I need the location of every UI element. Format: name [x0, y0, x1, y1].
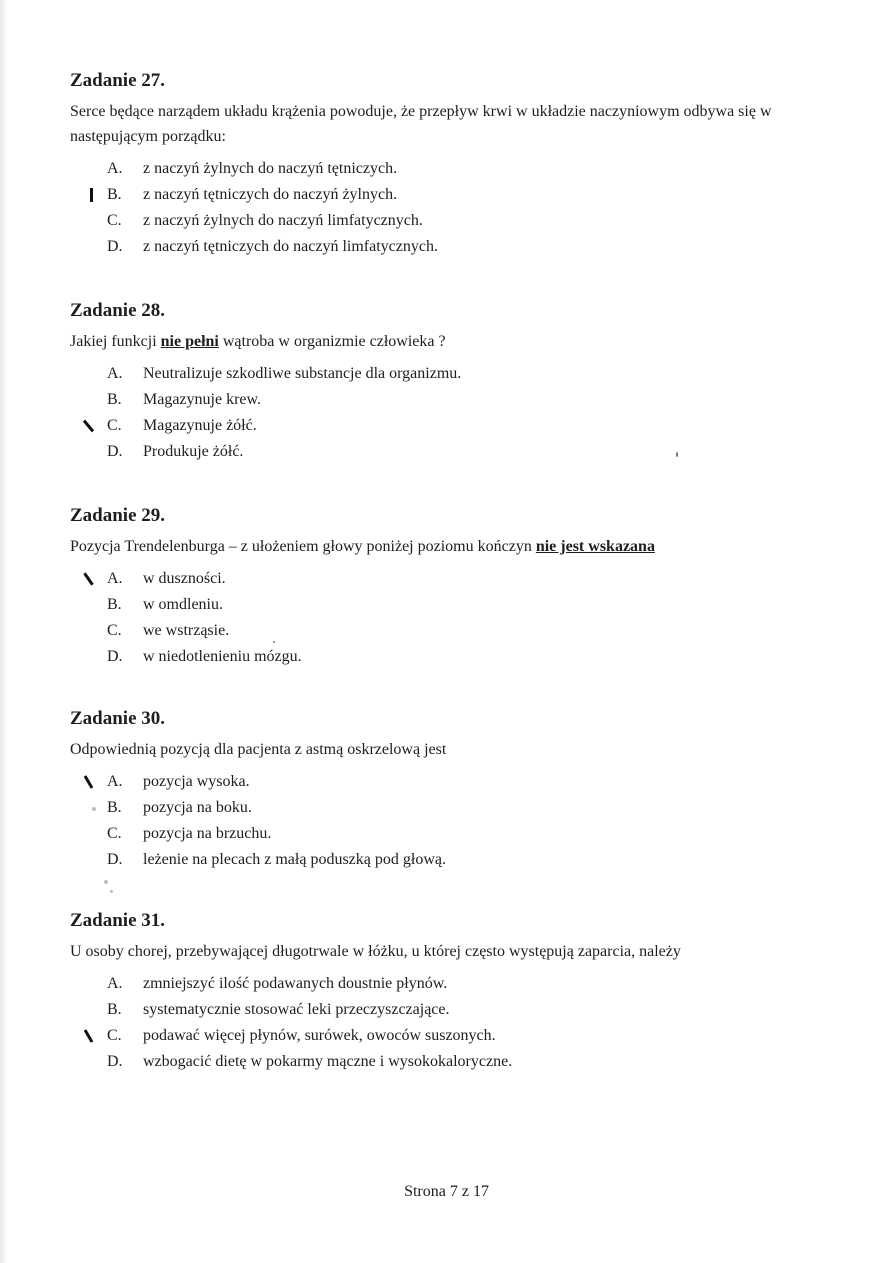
option-b	[70, 592, 840, 618]
option-text: w omdleniu.	[143, 596, 223, 613]
option-a	[70, 361, 840, 387]
option-d	[70, 644, 840, 670]
option-text: z naczyń żylnych do naczyń tętniczych.	[143, 160, 398, 177]
option-text: w niedotlenieniu mózgu.	[143, 648, 302, 665]
options-list	[70, 566, 840, 670]
option-text: Produkuje żółć.	[143, 443, 244, 460]
option-text: z naczyń tętniczych do naczyń żylnych.	[143, 186, 398, 203]
option-c	[70, 821, 840, 847]
option-c	[70, 1023, 840, 1049]
option-letter: C.	[107, 212, 122, 229]
option-text: zmniejszyć ilość podawanych doustnie płynów.	[143, 975, 448, 992]
question-text: Pozycja Trendelenburga – z ułożeniem głowy poniżej poziomu kończyn	[70, 538, 536, 555]
answer-mark-icon	[83, 572, 93, 585]
option-letter: C.	[107, 417, 122, 434]
option-letter: C.	[107, 1027, 122, 1044]
option-text: we wstrząsie.	[143, 622, 230, 639]
option-b	[70, 387, 840, 413]
scan-edge	[0, 0, 8, 1263]
answer-mark-icon	[84, 1029, 94, 1043]
option-text: z naczyń żylnych do naczyń limfatycznych.	[143, 212, 423, 229]
option-text: pozycja na brzuchu.	[143, 825, 272, 842]
options-list	[70, 156, 840, 260]
option-letter: D.	[107, 648, 123, 665]
option-a	[70, 566, 840, 592]
scan-speck	[92, 807, 96, 811]
option-b	[70, 795, 840, 821]
task-question: U osoby chorej, przebywającej długotrwale w łóżku, u której często występują zaparcia, należy	[70, 943, 681, 960]
option-b	[70, 997, 840, 1023]
option-letter: C.	[107, 825, 122, 842]
option-letter: B.	[107, 1001, 122, 1018]
task-27	[70, 70, 840, 260]
task-title: Zadanie 30.	[70, 708, 166, 729]
task-title: Zadanie 31.	[70, 910, 166, 931]
task-question: Serce będące narządem układu krążenia powoduje, że przepływ krwi w układzie naczyniowym odbywa się w następującym porządku:	[70, 103, 772, 145]
page-number: Strona 7 z 17	[404, 1183, 489, 1200]
option-a	[70, 971, 840, 997]
option-c	[70, 208, 840, 234]
option-letter: A.	[107, 773, 123, 790]
question-emphasis: nie pełni	[160, 333, 219, 350]
task-29	[70, 505, 840, 670]
option-letter: A.	[107, 160, 123, 177]
task-30	[70, 708, 840, 873]
task-question	[70, 534, 835, 559]
answer-mark-icon	[84, 775, 94, 789]
option-letter: B.	[107, 391, 122, 408]
option-c	[70, 413, 840, 439]
option-d	[70, 439, 840, 465]
task-title: Zadanie 29.	[70, 505, 166, 526]
option-letter: B.	[107, 596, 122, 613]
option-text: podawać więcej płynów, surówek, owoców suszonych.	[143, 1027, 496, 1044]
scan-speck	[110, 890, 113, 893]
task-title: Zadanie 28.	[70, 300, 166, 321]
question-text: wątroba w organizmie człowieka ?	[218, 333, 446, 350]
option-text: pozycja wysoka.	[143, 773, 250, 790]
option-text: pozycja na boku.	[143, 799, 252, 816]
option-text: Magazynuje żółć.	[143, 417, 257, 434]
task-title: Zadanie 27.	[70, 70, 166, 91]
options-list	[70, 971, 840, 1075]
option-letter: D.	[107, 238, 123, 255]
option-text: Magazynuje krew.	[143, 391, 262, 408]
answer-mark-icon	[90, 188, 93, 202]
options-list	[70, 769, 840, 873]
task-question: Odpowiednią pozycją dla pacjenta z astmą oskrzelową jest	[70, 741, 447, 758]
option-c	[70, 618, 840, 644]
option-text: Neutralizuje szkodliwe substancje dla organizmu.	[143, 365, 462, 382]
option-letter: B.	[107, 799, 122, 816]
option-d	[70, 847, 840, 873]
question-emphasis: nie jest wskazana	[535, 538, 655, 555]
task-question	[70, 329, 835, 354]
option-letter: B.	[107, 186, 122, 203]
option-letter: C.	[107, 622, 122, 639]
option-text: systematycznie stosować leki przeczyszczające.	[143, 1001, 450, 1018]
scan-speck	[104, 880, 108, 884]
option-text: leżenie na plecach z małą poduszką pod głową.	[143, 851, 446, 868]
question-text: Jakiej funkcji	[70, 333, 161, 350]
option-text: wzbogacić dietę w pokarmy mączne i wysokokaloryczne.	[143, 1053, 513, 1070]
option-text: z naczyń tętniczych do naczyń limfatycznych.	[143, 238, 438, 255]
task-28	[70, 300, 840, 465]
answer-mark-icon	[83, 420, 94, 433]
option-letter: A.	[107, 975, 123, 992]
option-a	[70, 769, 840, 795]
option-letter: D.	[107, 443, 123, 460]
option-letter: A.	[107, 365, 123, 382]
option-letter: D.	[107, 1053, 123, 1070]
option-a	[70, 156, 840, 182]
option-d	[70, 1049, 840, 1075]
task-31	[70, 910, 840, 1075]
options-list	[70, 361, 840, 465]
option-b	[70, 182, 840, 208]
option-text: w duszności.	[143, 570, 226, 587]
option-letter: D.	[107, 851, 123, 868]
option-letter: A.	[107, 570, 123, 587]
scan-speck	[273, 641, 275, 643]
option-d	[70, 234, 840, 260]
scan-speck	[676, 452, 678, 457]
